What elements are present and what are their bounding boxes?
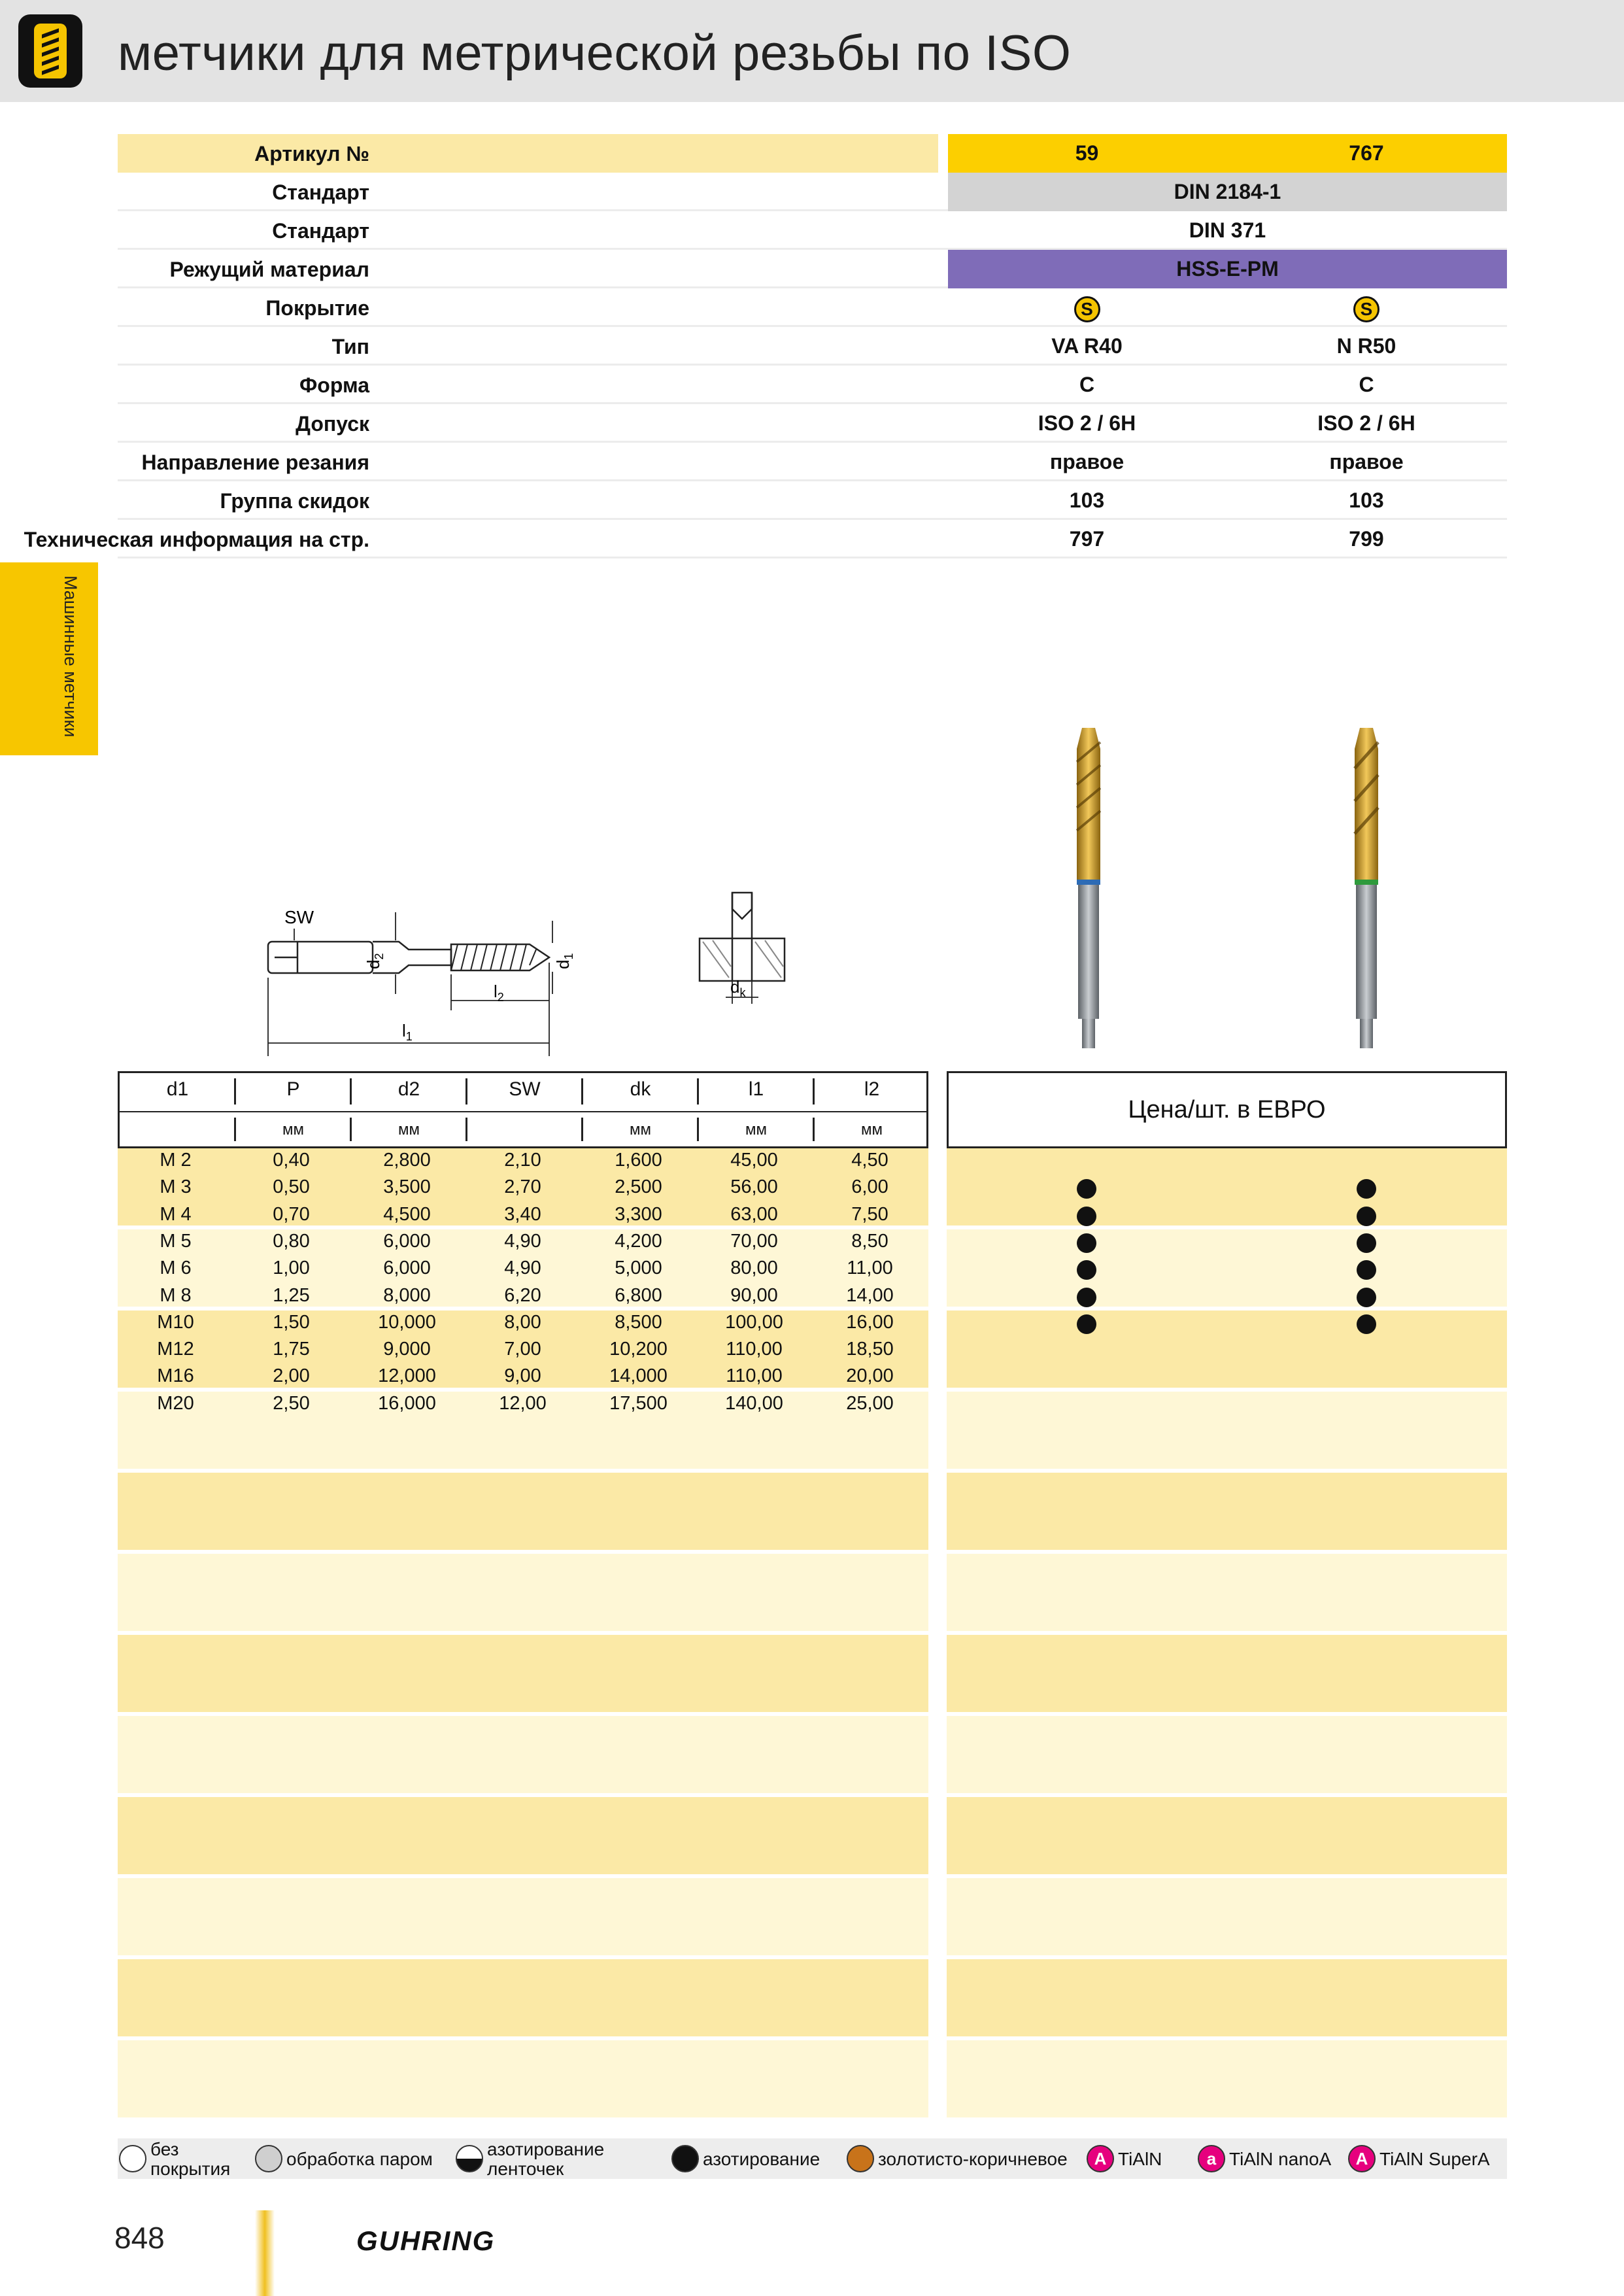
table-cell: 0,40 — [273, 1150, 310, 1171]
nitrided-icon — [671, 2145, 699, 2172]
table-row — [118, 1256, 928, 1283]
table-cell: 8,00 — [504, 1311, 541, 1333]
brand-logo: GUHRING — [356, 2225, 496, 2256]
table-band — [947, 1148, 1507, 1225]
table-cell: 2,800 — [383, 1150, 431, 1171]
table-cell: M12 — [157, 1339, 194, 1360]
page-title: метчики для метрической резьбы по ISO — [118, 26, 1072, 81]
dimension-table-header — [118, 1071, 928, 1148]
table-cell: M10 — [157, 1311, 194, 1333]
col-header-dk: dk — [630, 1078, 651, 1100]
col-header-d1: d1 — [166, 1078, 189, 1100]
unit: мм — [861, 1121, 883, 1139]
table-band — [118, 1878, 928, 1955]
form-value: C — [1079, 373, 1095, 396]
table-row — [118, 1311, 928, 1337]
table-row — [118, 1364, 928, 1391]
table-cell: 6,800 — [615, 1284, 662, 1306]
table-cell: M 2 — [160, 1150, 192, 1171]
table-cell: 12,00 — [499, 1392, 547, 1414]
col-header-sw: SW — [509, 1078, 541, 1100]
tialn-icon: A — [1087, 2145, 1114, 2172]
standard-value: DIN 2184-1 — [948, 173, 1507, 211]
spec-row-tolerance — [118, 404, 1507, 443]
d2-label: $d_2$ — [364, 953, 386, 969]
table-cell: 3,500 — [383, 1176, 431, 1198]
table-band — [947, 1554, 1507, 1631]
table-band — [947, 1635, 1507, 1712]
table-cell: 1,75 — [273, 1339, 310, 1360]
table-cell: 9,00 — [504, 1365, 541, 1387]
steam-treated-icon — [255, 2145, 282, 2172]
section-tab[interactable] — [0, 562, 98, 755]
coating-s-icon: S — [1074, 296, 1100, 322]
table-band — [118, 1797, 928, 1874]
table-cell: 140,00 — [725, 1392, 783, 1414]
table-cell: 6,000 — [383, 1258, 431, 1279]
type-value: VA R40 — [1051, 334, 1123, 358]
table-cell: 0,50 — [273, 1176, 310, 1198]
coating-legend: без покрытия обработка паром азотирование ленточек азотирование золотисто-коричневое A TiAlN a TiAlN nanoA A TiAlN SuperA — [118, 2138, 1507, 2179]
spec-label: Форма — [299, 373, 369, 397]
table-cell: M 5 — [160, 1230, 192, 1252]
availability-dot[interactable] — [1357, 1288, 1376, 1307]
table-cell: 4,90 — [504, 1230, 541, 1252]
gold-brown-icon — [847, 2145, 874, 2172]
availability-dot[interactable] — [1357, 1233, 1376, 1253]
form-value: C — [1359, 373, 1374, 396]
spec-label: Режущий материал — [169, 258, 369, 281]
availability-dot[interactable] — [1357, 1314, 1376, 1334]
spec-row-article — [118, 134, 1507, 173]
unit: мм — [745, 1121, 767, 1139]
dk-label: $d_k$ — [730, 977, 746, 999]
table-band — [947, 1716, 1507, 1793]
table-cell: 3,300 — [615, 1203, 662, 1225]
spec-row-standard-1 — [118, 173, 1507, 211]
spec-row-coating — [118, 288, 1507, 327]
techinfo-link-799[interactable]: 799 — [1349, 527, 1384, 551]
table-cell: 5,000 — [615, 1258, 662, 1279]
section-tab-label: Машинные метчики — [61, 575, 80, 738]
availability-dot[interactable] — [1077, 1288, 1096, 1307]
discount-value: 103 — [1069, 488, 1105, 512]
table-band — [947, 1959, 1507, 2036]
table-cell: 1,00 — [273, 1258, 310, 1279]
table-cell: 9,000 — [383, 1339, 431, 1360]
col-header-l1: l1 — [748, 1078, 764, 1100]
table-band — [118, 1716, 928, 1793]
spec-label: Покрытие — [265, 296, 369, 320]
spec-label: Допуск — [296, 412, 369, 436]
table-row — [118, 1148, 928, 1175]
table-cell: 110,00 — [726, 1365, 783, 1387]
table-cell: M20 — [157, 1392, 194, 1414]
table-band — [118, 1473, 928, 1550]
table-band — [947, 1878, 1507, 1955]
table-cell: 56,00 — [730, 1176, 778, 1198]
spec-label: Направление резания — [141, 451, 369, 474]
table-band — [947, 1392, 1507, 1469]
table-cell: 45,00 — [730, 1150, 778, 1171]
discount-value: 103 — [1349, 488, 1384, 512]
table-row — [118, 1392, 928, 1418]
table-cell: 90,00 — [730, 1284, 778, 1306]
page-number: 848 — [114, 2221, 165, 2255]
l2-label: $l_2$ — [494, 982, 504, 1004]
table-cell: 3,40 — [504, 1203, 541, 1225]
availability-dot[interactable] — [1077, 1207, 1096, 1226]
availability-dot[interactable] — [1357, 1207, 1376, 1226]
table-cell: 4,50 — [851, 1150, 888, 1171]
tialn-super-icon: A — [1348, 2145, 1376, 2172]
table-cell: M 8 — [160, 1284, 192, 1306]
unit: мм — [398, 1121, 420, 1139]
col-header-l2: l2 — [864, 1078, 880, 1100]
table-band — [118, 2040, 928, 2117]
spec-row-direction — [118, 443, 1507, 481]
table-cell: 4,200 — [615, 1230, 662, 1252]
tolerance-value: ISO 2 / 6H — [1038, 411, 1136, 435]
nitrided-strip-icon — [456, 2145, 483, 2172]
col-header-d2: d2 — [398, 1078, 420, 1100]
table-cell: 8,000 — [383, 1284, 431, 1306]
tialn-nano-icon: a — [1198, 2145, 1225, 2172]
table-band — [118, 1554, 928, 1631]
direction-value: правое — [1329, 450, 1404, 473]
table-cell: 7,00 — [504, 1339, 541, 1360]
spec-label: Техническая информация на стр. — [24, 528, 369, 551]
table-cell: 8,50 — [851, 1230, 888, 1252]
table-cell: 18,50 — [846, 1339, 894, 1360]
article-767: 767 — [1349, 141, 1384, 165]
spec-row-type — [118, 327, 1507, 366]
d1-label: $d_1$ — [553, 953, 575, 969]
table-band — [947, 1473, 1507, 1550]
table-cell: 17,500 — [609, 1392, 668, 1414]
table-cell: 2,500 — [615, 1176, 662, 1198]
table-band — [947, 2040, 1507, 2117]
table-cell: 0,80 — [273, 1230, 310, 1252]
coating-s-icon: S — [1353, 296, 1379, 322]
spec-row-standard-2 — [118, 211, 1507, 250]
table-cell: 16,00 — [846, 1311, 894, 1333]
table-cell: 7,50 — [851, 1203, 888, 1225]
spec-row-form — [118, 366, 1507, 404]
tolerance-value: ISO 2 / 6H — [1317, 411, 1415, 435]
table-cell: 8,500 — [615, 1311, 662, 1333]
tap-image-59 — [1062, 723, 1115, 1050]
table-cell: 100,00 — [725, 1311, 783, 1333]
unit: мм — [282, 1121, 304, 1139]
type-value: N R50 — [1336, 334, 1396, 358]
sw-label: SW — [284, 907, 314, 927]
availability-dot[interactable] — [1357, 1260, 1376, 1280]
table-band — [947, 1229, 1507, 1307]
table-cell: 4,90 — [504, 1258, 541, 1279]
availability-dot[interactable] — [1077, 1233, 1096, 1253]
table-row — [118, 1203, 928, 1229]
table-cell: 6,00 — [851, 1176, 888, 1198]
spec-label: Артикул № — [254, 142, 369, 165]
table-cell: 10,200 — [609, 1339, 668, 1360]
availability-dot[interactable] — [1077, 1260, 1096, 1280]
table-cell: M 4 — [160, 1203, 192, 1225]
table-cell: 6,000 — [383, 1230, 431, 1252]
table-cell: 80,00 — [730, 1258, 778, 1279]
standard-value: DIN 371 — [1189, 218, 1266, 242]
spec-label: Группа скидок — [220, 489, 369, 513]
table-row — [118, 1229, 928, 1256]
table-cell: 63,00 — [730, 1203, 778, 1225]
table-cell: 12,000 — [378, 1365, 436, 1387]
table-cell: 110,00 — [726, 1339, 783, 1360]
table-cell: M 6 — [160, 1258, 192, 1279]
table-cell: M16 — [157, 1365, 194, 1387]
spec-label: Стандарт — [272, 180, 369, 204]
spec-row-discount — [118, 481, 1507, 520]
tap-dimension-drawing — [255, 889, 804, 1059]
table-cell: 1,50 — [273, 1311, 310, 1333]
table-cell: 1,600 — [615, 1150, 662, 1171]
table-band — [947, 1797, 1507, 1874]
table-row — [118, 1284, 928, 1311]
table-cell: 14,00 — [846, 1284, 894, 1306]
direction-value: правое — [1049, 450, 1125, 473]
table-cell: 6,20 — [504, 1284, 541, 1306]
price-header: Цена/шт. в ЕВРО — [947, 1071, 1507, 1148]
page-header — [0, 0, 1624, 105]
tap-image-767 — [1340, 723, 1393, 1050]
table-cell: 2,00 — [273, 1365, 310, 1387]
material-value: HSS-E-PM — [948, 250, 1507, 288]
unit: мм — [630, 1121, 651, 1139]
l1-label: $l_1$ — [402, 1021, 413, 1043]
spec-row-techinfo — [24, 520, 1507, 558]
uncoated-icon — [119, 2145, 146, 2172]
table-cell: 2,10 — [504, 1150, 541, 1171]
table-cell: 1,25 — [273, 1284, 310, 1306]
table-band — [118, 1635, 928, 1712]
table-cell: 14,000 — [609, 1365, 668, 1387]
col-header-p: P — [286, 1078, 300, 1100]
table-cell: 20,00 — [846, 1365, 894, 1387]
table-cell: 2,50 — [273, 1392, 310, 1414]
article-59: 59 — [1075, 141, 1099, 165]
table-cell: 4,500 — [383, 1203, 431, 1225]
table-band — [947, 1311, 1507, 1388]
table-cell: 2,70 — [504, 1176, 541, 1198]
table-row — [118, 1175, 928, 1202]
spec-label: Тип — [331, 335, 369, 358]
techinfo-link-797[interactable]: 797 — [1069, 527, 1105, 551]
availability-dot[interactable] — [1077, 1314, 1096, 1334]
footer-stripe — [255, 2210, 275, 2296]
tap-icon — [18, 14, 82, 88]
table-cell: 10,000 — [378, 1311, 436, 1333]
table-cell: M 3 — [160, 1176, 192, 1198]
table-band — [118, 1959, 928, 2036]
table-cell: 11,00 — [847, 1258, 893, 1279]
table-row — [118, 1337, 928, 1364]
table-cell: 25,00 — [846, 1392, 894, 1414]
spec-row-material — [118, 250, 1507, 288]
table-cell: 70,00 — [730, 1230, 778, 1252]
spec-label: Стандарт — [272, 219, 369, 243]
table-cell: 16,000 — [378, 1392, 436, 1414]
table-cell: 0,70 — [273, 1203, 310, 1225]
